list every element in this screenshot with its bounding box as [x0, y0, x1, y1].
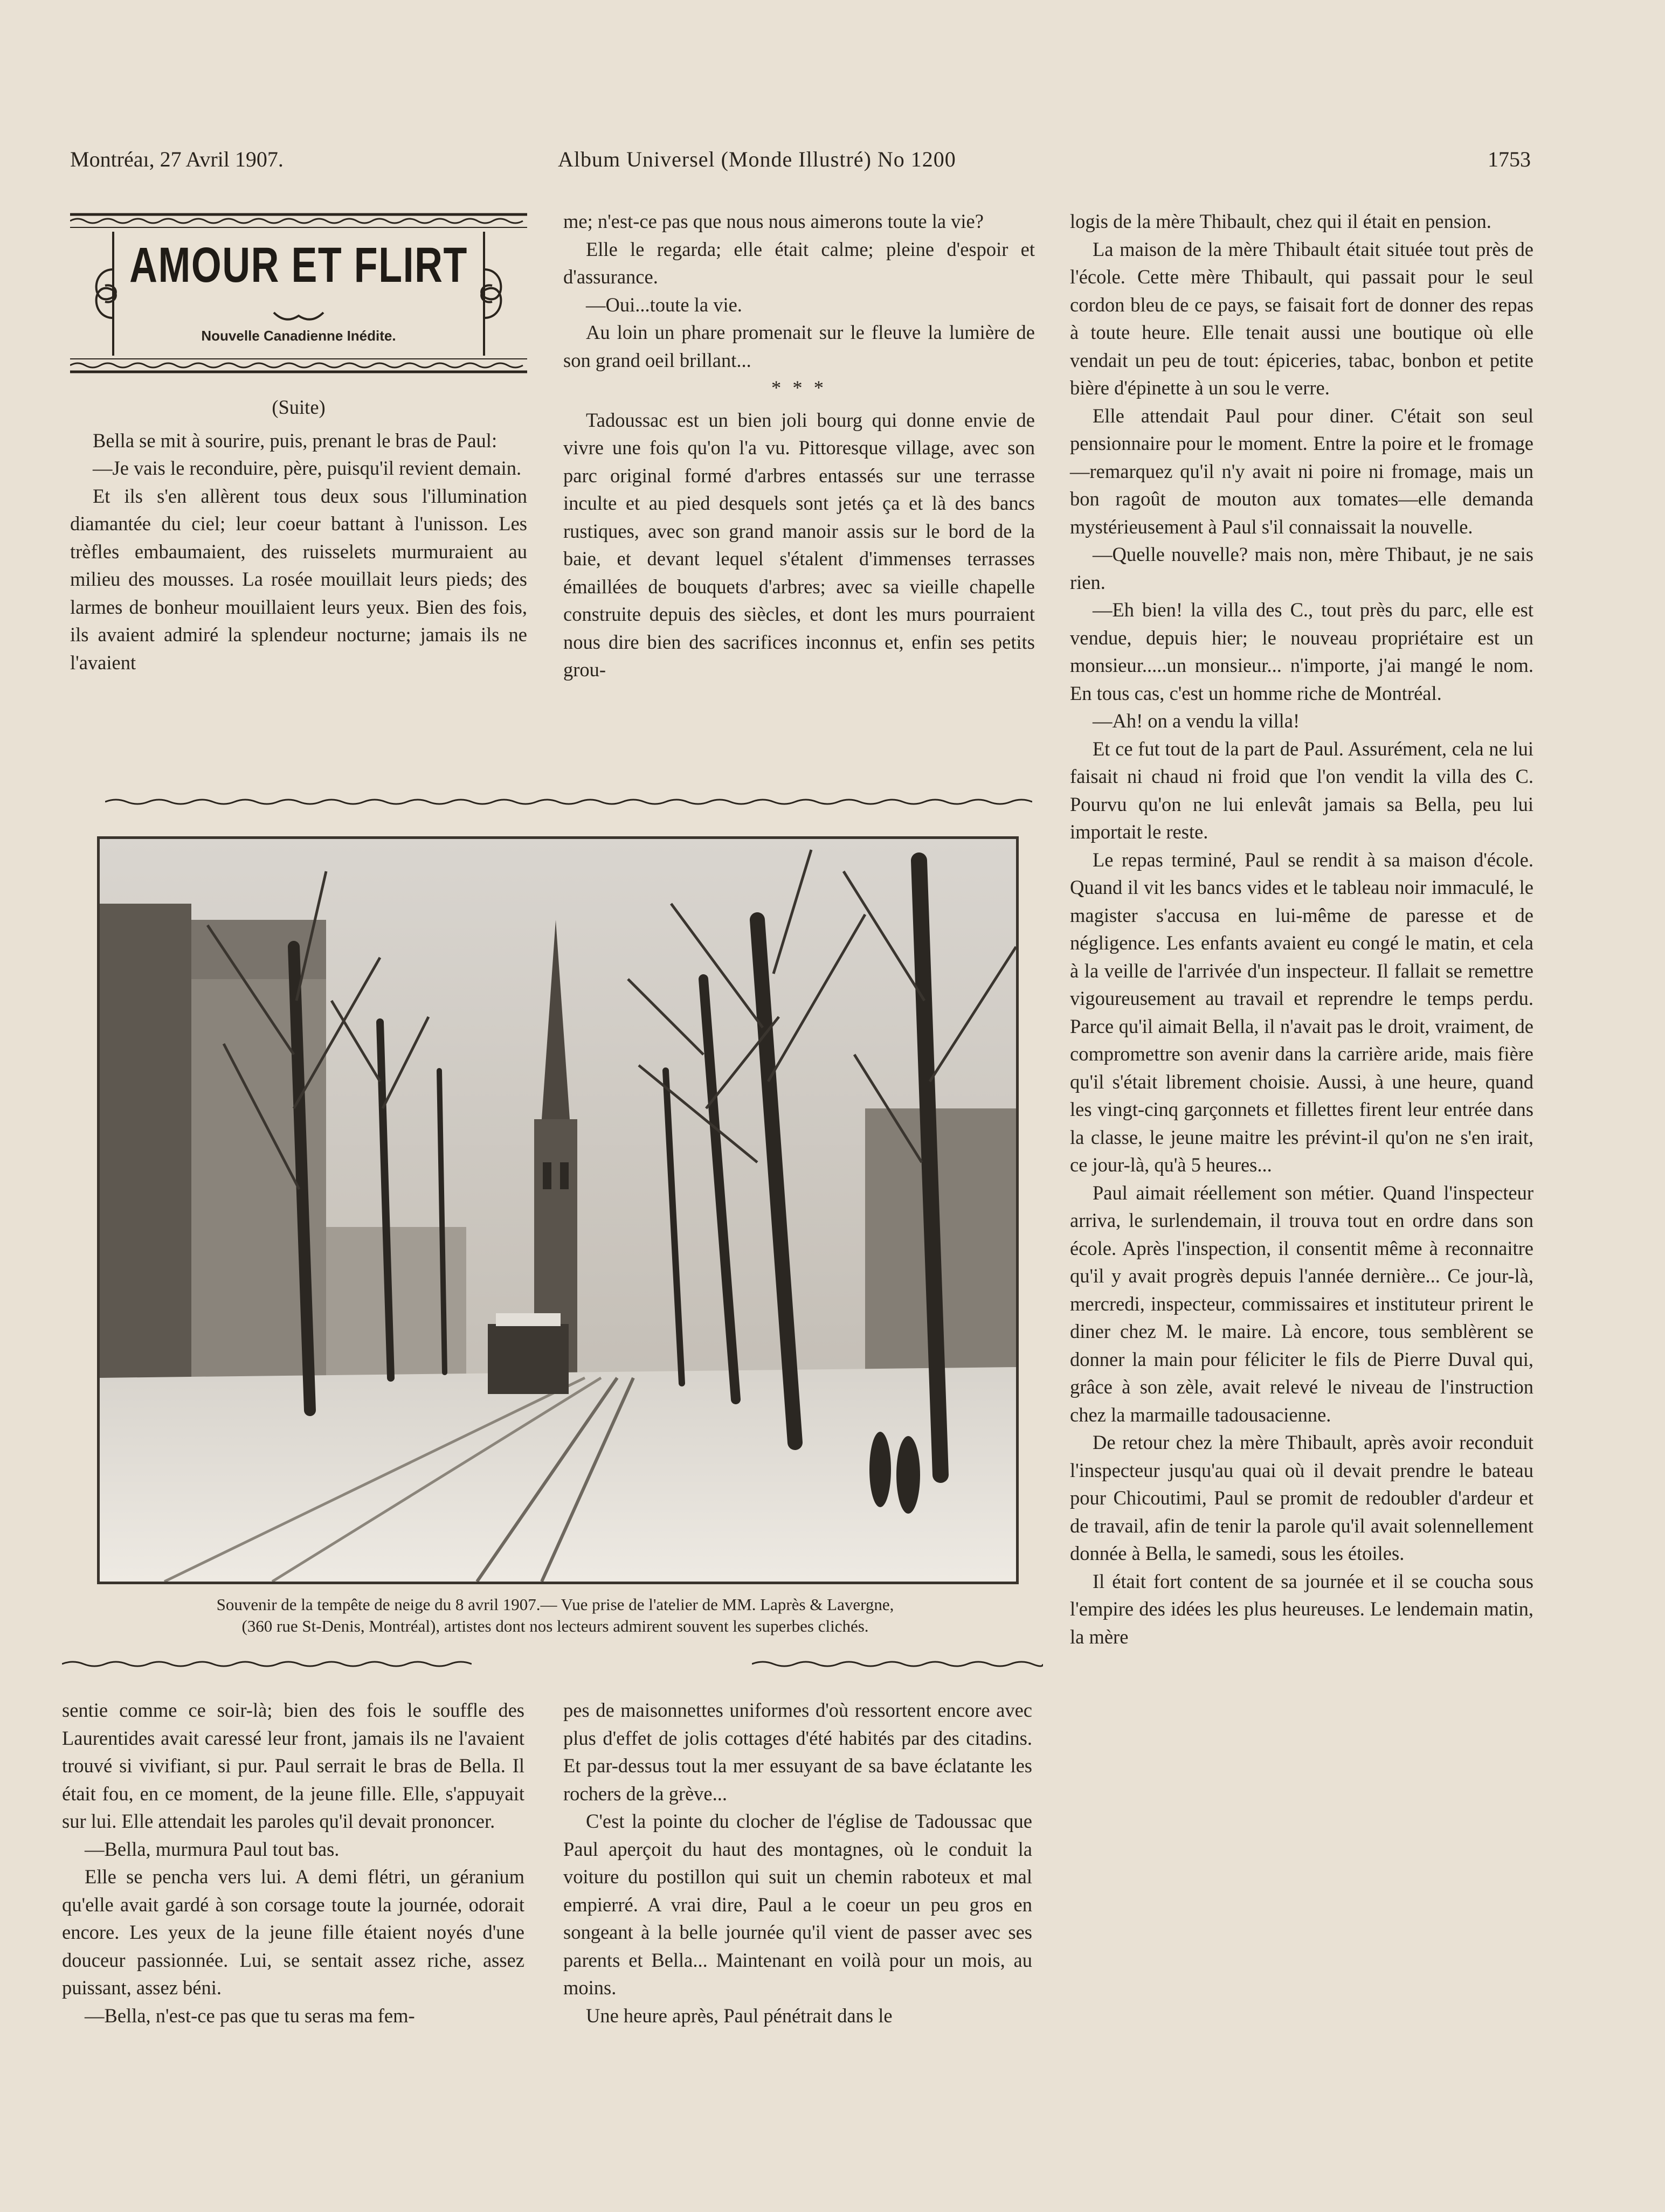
story-title: AMOUR ET FLIRT [129, 238, 468, 293]
paragraph: —Oui...toute la vie. [586, 293, 742, 316]
wavy-rule-top [105, 796, 1032, 807]
column-1-top [70, 393, 527, 676]
paragraph: Au loin un phare promenait sur le fleuve la lumière de son grand oeil brillant... [563, 321, 1035, 371]
section-separator: * * * [771, 377, 827, 399]
paragraph: Il était fort content de sa journée et il se coucha sous l'empire des idées les plus heureuses. Le lendemain matin, la mère [1070, 1570, 1533, 1648]
paragraph: —Quelle nouvelle? mais non, mère Thibaut, je ne sais rien. [1070, 543, 1533, 593]
paragraph: —Eh bien! la villa des C., tout près du parc, elle est vendue, depuis hier; le nouveau propriétaire est un monsieur.....un monsieur... n'importe, j'ai mangé le nom. En tous cas, c'est un homme riche de Montréal. [1070, 599, 1533, 704]
story-title-box [70, 210, 527, 376]
caption-line-2: (360 rue St-Denis, Montréal), artistes dont nos lecteurs admirent souvent les superbes clichés. [241, 1617, 869, 1635]
photo-caption [62, 1594, 1048, 1637]
column-2-bottom [563, 1696, 1032, 2029]
paragraph: —Bella, murmura Paul tout bas. [85, 1837, 340, 1860]
story-subtitle: Nouvelle Canadienne Inédite. [201, 328, 396, 344]
street-scene-illustration [100, 839, 1016, 1582]
paragraph: La maison de la mère Thibault était située tout près de l'école. Cette mère Thibault, qui passait pour le seul cordon bleu de ce pays, se faisait fort de donner des repas à toute heure. Elle tenait aussi une boutique où elle vendait un peu de tout: épiceries, tabac, bonbon et petite bière d'épinette à un sou le verre. [1070, 238, 1533, 399]
column-2-top [563, 207, 1035, 684]
paragraph: Le repas terminé, Paul se rendit à sa maison d'école. Quand il vit les bancs vides et le tableau noir immaculé, le magister s'accusa en lui-même de paresse et de négligence. Les enfants avaient eu congé le matin, et cela à la veille de l'arrivée d'un inspecteur. Il fallait se remettre vigoureusement au travail et reprendre le temps perdu. Parce qu'il aimait Bella, il n'avait pas le droit, vraiment, de compromettre son avenir dans la carrière aride, mais fière qu'il s'était librement choisie. Aussi, à une heure, quand les vingt-cinq garçonnets et fillettes firent leur entrée dans la classe, le jeune maitre les prévint-il qu'on ne s'en irait, ce jour-là, qu'à 5 heures... [1070, 848, 1533, 1176]
paragraph: Elle se pencha vers lui. A demi flétri, un géranium qu'elle avait gardé à son corsage toute la journée, odorait encore. Les yeux de la jeune fille étaient noyés d'une douceur passionnée. Lui, se sentait assez riche, assez puissant, assez béni. [62, 1866, 524, 1999]
paragraph: C'est la pointe du clocher de l'église de Tadoussac que Paul aperçoit du haut des montagnes, où le conduit la voiture du postillon qui suit un chemin raboteux et mal empierré. A vrai dire, Paul a le coeur un peu gros en songeant à la belle journée qu'il vient de passer avec ses parents et Bella... Maintenant en voilà pour un mois, au moins. [563, 1810, 1032, 1999]
paragraph: me; n'est-ce pas que nous nous aimerons toute la vie? [563, 210, 984, 232]
paragraph: Elle le regarda; elle était calme; pleine d'espoir et d'assurance. [563, 238, 1035, 288]
header-publication: Album Universel (Monde Illustré) No 1200 [558, 147, 956, 171]
paragraph: pes de maisonnettes uniformes d'où ressortent encore avec plus d'effet de jolis cottages d'été habités par des citadins. Et par-dessus tout la mer essuyant de sa bave éclatante les rochers de la grève... [563, 1699, 1032, 1805]
wavy-rule-bottom-left [62, 1659, 472, 1669]
paragraph: Bella se mit à sourire, puis, prenant le bras de Paul: [93, 429, 498, 452]
column-3 [1070, 207, 1533, 1651]
paragraph: Tadoussac est un bien joli bourg qui donne envie de vivre une fois qu'on l'a vu. Pittoresque village, avec son parc original formé d'arbres entassés sur une terrasse inculte et au pied desquels sont jetés ça et là des bancs rustiques, avec son grand manoir assis sur le bord de la baie, et devant lequel s'étalent d'immenses terrasses émaillées de bouquets d'arbres; avec sa vieille chapelle construite depuis des siècles, et dont les murs pourraient nous dire bien des sacrifices inconnus et, enfin ses petits grou- [563, 408, 1035, 681]
paragraph: logis de la mère Thibault, chez qui il était en pension. [1070, 210, 1491, 232]
caption-line-1: Souvenir de la tempête de neige du 8 avril 1907.— Vue prise de l'atelier de MM. Laprès & Lavergne, [216, 1595, 894, 1614]
column-1-bottom [62, 1696, 524, 2029]
wavy-rule-bottom-right [752, 1659, 1043, 1669]
paragraph: Et ce fut tout de la part de Paul. Assurément, cela ne lui faisait ni chaud ni froid que l'on vendit la villa des C. Pourvu qu'on ne lui enlevât jamais sa Bella, peu lui importait le reste. [1070, 737, 1533, 843]
paragraph: Une heure après, Paul pénétrait dans le [586, 2004, 893, 2027]
paragraph: sentie comme ce soir-là; bien des fois le souffle des Laurentides avait caressé leur front, jamais ils ne l'avaient trouvé si vivifiant, si pur. Paul serrait le bras de Bella. Il était fou, en ce moment, de la jeune fille. Elle, s'appuyait sur lui. Elle attendait les paroles qu'il devait prononcer. [62, 1699, 524, 1832]
paragraph: —Ah! on a vendu la villa! [1093, 710, 1300, 732]
paragraph: —Je vais le reconduire, père, puisqu'il revient demain. [93, 457, 522, 479]
paragraph: De retour chez la mère Thibault, après avoir reconduit l'inspecteur jusqu'au quai où il devait prendre le bateau pour Chicoutimi, Paul se promit de redoubler d'ardeur et de travail, afin de tenir la parole qu'il avait solennellement donnée à Bella, le samedi, sous les étoiles. [1070, 1431, 1533, 1564]
snowstorm-photo [97, 836, 1019, 1584]
suite-label: (Suite) [272, 396, 326, 418]
header-page-number: 1753 [1488, 147, 1531, 171]
paragraph: —Bella, n'est-ce pas que tu seras ma fem- [85, 2004, 415, 2027]
paragraph: Elle attendait Paul pour diner. C'était son seul pensionnaire pour le moment. Entre la poire et le fromage—remarquez qu'il n'y avait ni poire ni fromage, mais un bon ragoût de mouton aux tomates—elle demanda mystérieusement à Paul s'il connaissait la nouvelle. [1070, 404, 1533, 538]
header-date: Montréaı, 27 Avril 1907. [70, 147, 284, 171]
paragraph: Et ils s'en allèrent tous deux sous l'illumination diamantée du ciel; leur coeur battant à l'unisson. Les trèfles embaumaient, des ruisselets murmuraient au milieu des mousses. La rosée mouillait leurs pieds; des larmes de bonheur mouillaient leurs yeux. Bien des fois, ils avaient admiré la splendeur nocturne; jamais ils ne l'avaient [70, 484, 527, 674]
paragraph: Paul aimait réellement son métier. Quand l'inspecteur arriva, le surlendemain, il trouva tout en ordre dans son école. Après l'inspection, il consentit même à reconnaitre qu'il y avait progrès depuis l'année dernière... Ce jour-là, mercredi, inspecteur, commissaires et instituteur prirent le diner chez M. le maire. Là encore, tous semblèrent se donner la main pour féliciter le fils de Pierre Duval qui, grâce à son zèle, avait relevé le niveau de l'instruction chez la marmaille tadousacienne. [1070, 1181, 1533, 1426]
